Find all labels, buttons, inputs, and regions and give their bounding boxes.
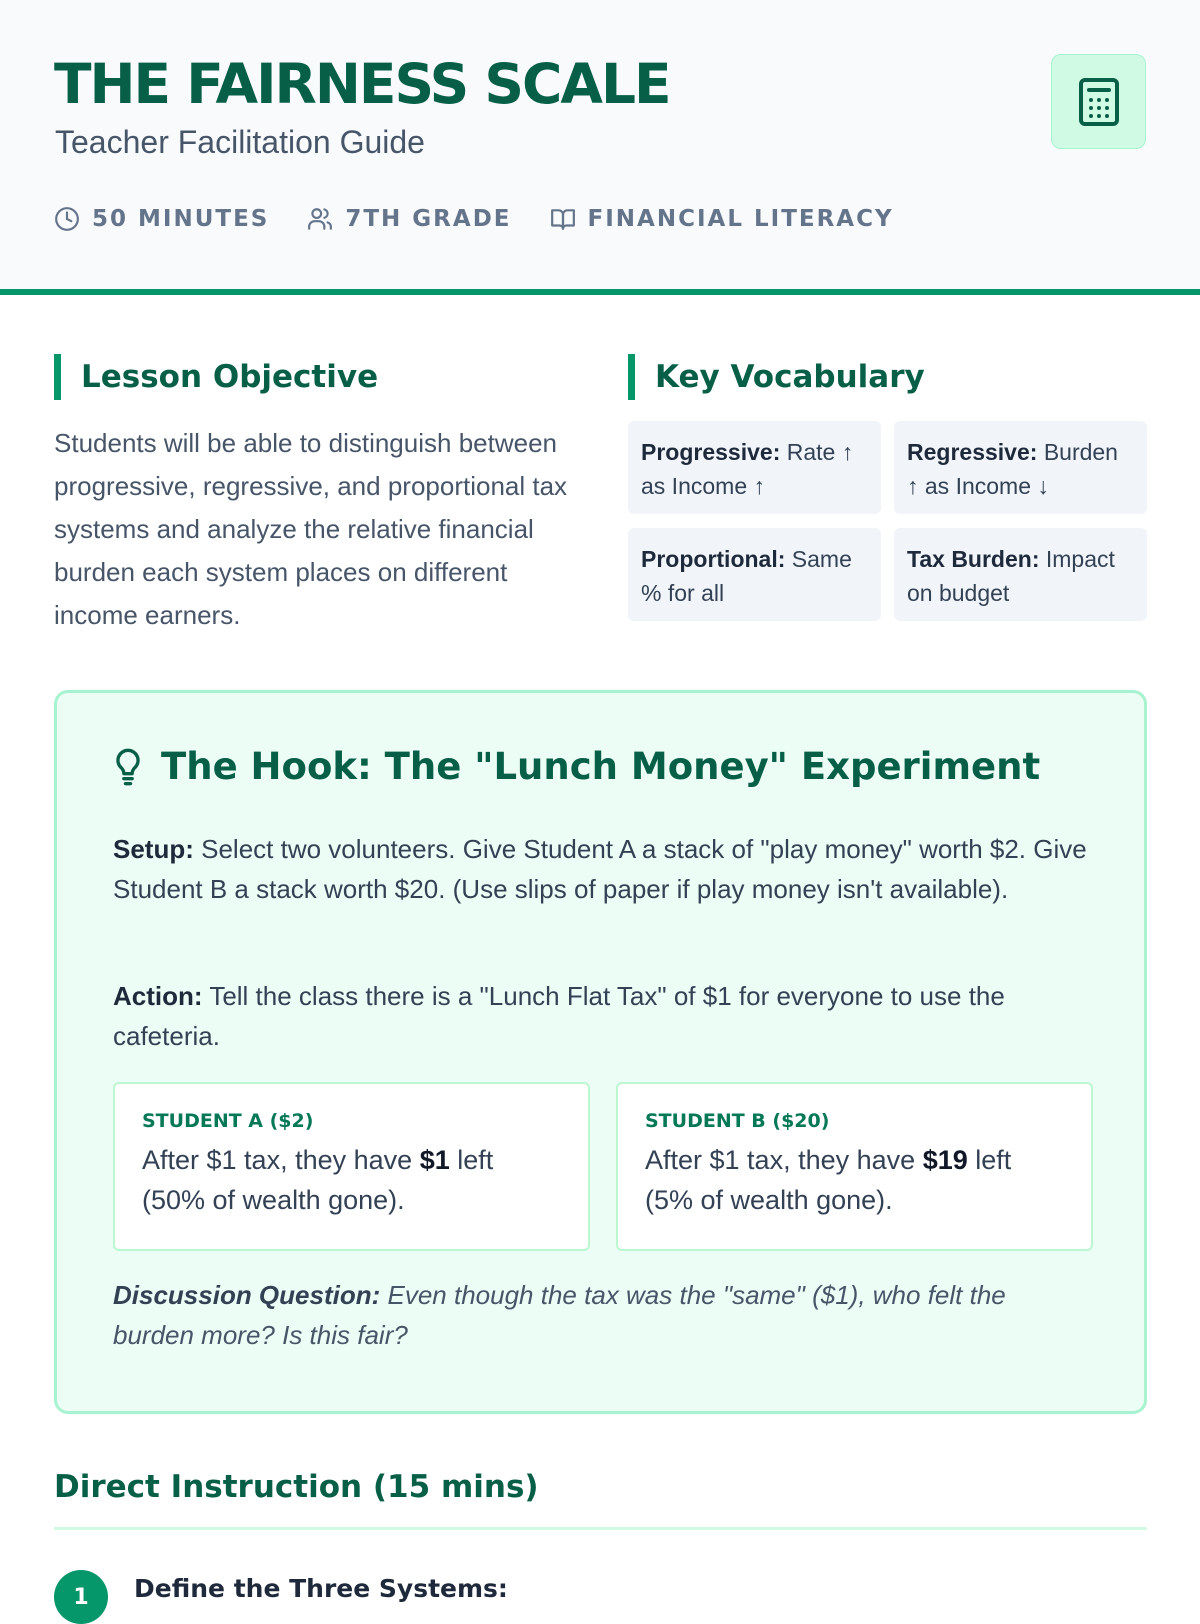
student-a-text-after: left (50% of wealth gone). bbox=[142, 1145, 494, 1215]
step-title: Define the Three Systems: bbox=[134, 1574, 508, 1603]
hook-action bbox=[113, 976, 1093, 1056]
users-icon bbox=[307, 206, 333, 232]
page-title: THE FAIRNESS SCALE bbox=[54, 52, 670, 116]
student-b-label: STUDENT B ($20) bbox=[645, 1110, 830, 1132]
student-b-text-after: left (5% of wealth gone). bbox=[645, 1145, 1012, 1215]
meta-subject bbox=[550, 206, 894, 232]
lesson-meta bbox=[54, 206, 932, 232]
student-a-text bbox=[142, 1140, 562, 1220]
meta-subject-label: FINANCIAL LITERACY bbox=[587, 206, 894, 232]
calculator-badge bbox=[1051, 54, 1146, 149]
vocab-card bbox=[628, 528, 881, 621]
discussion-label: Discussion Question: bbox=[113, 1280, 381, 1310]
vocab-term: Tax Burden: bbox=[907, 546, 1040, 572]
vocab-definition: Rate ↑ as Income ↑ bbox=[641, 439, 854, 499]
section-divider bbox=[54, 1527, 1147, 1530]
step-number-badge: 1 bbox=[54, 1570, 108, 1624]
meta-grade bbox=[307, 206, 511, 232]
lightbulb-icon bbox=[113, 747, 143, 787]
setup-label: Setup: bbox=[113, 834, 194, 864]
vocabulary-heading: Key Vocabulary bbox=[628, 354, 925, 400]
vocab-term: Regressive: bbox=[907, 439, 1038, 465]
student-b-card bbox=[616, 1082, 1093, 1251]
clock-icon bbox=[54, 206, 80, 232]
page-header bbox=[0, 0, 1200, 295]
discussion-text: Even though the tax was the "same" ($1), who felt the burden more? Is this fair? bbox=[113, 1280, 1006, 1350]
meta-grade-label: 7TH GRADE bbox=[345, 206, 512, 232]
student-a-text-before: After $1 tax, they have bbox=[142, 1145, 413, 1175]
meta-duration-label: 50 MINUTES bbox=[92, 206, 270, 232]
vocab-card bbox=[628, 421, 881, 514]
vocabulary-grid bbox=[628, 421, 1147, 621]
hook-setup bbox=[113, 829, 1093, 909]
vocab-definition: Burden ↑ as Income ↓ bbox=[907, 439, 1118, 499]
objective-text: Students will be able to distinguish between progressive, regressive, and proportional tax systems and analyze the relative financial burden each system places on different income earners. bbox=[54, 428, 568, 630]
action-text: Tell the class there is a "Lunch Flat Tax" of $1 for everyone to use the cafeteria. bbox=[113, 981, 1005, 1051]
student-a-amount: $1 bbox=[419, 1145, 450, 1175]
page-subtitle: Teacher Facilitation Guide bbox=[55, 124, 425, 160]
discussion-question bbox=[113, 1275, 1093, 1355]
calculator-icon bbox=[1077, 78, 1121, 126]
hook-title bbox=[113, 745, 1040, 788]
objective-heading: Lesson Objective bbox=[54, 354, 378, 400]
student-b-text bbox=[645, 1140, 1065, 1220]
book-open-icon bbox=[550, 206, 576, 232]
vocab-definition: Impact on budget bbox=[907, 546, 1115, 606]
vocab-card bbox=[894, 528, 1147, 621]
student-a-label: STUDENT A ($2) bbox=[142, 1110, 314, 1132]
student-b-text-before: After $1 tax, they have bbox=[645, 1145, 916, 1175]
hook-panel bbox=[54, 690, 1147, 1414]
student-a-card bbox=[113, 1082, 590, 1251]
vocab-card bbox=[894, 421, 1147, 514]
meta-duration bbox=[54, 206, 269, 232]
hook-title-text: The Hook: The "Lunch Money" Experiment bbox=[161, 745, 1041, 788]
student-b-amount: $19 bbox=[922, 1145, 968, 1175]
vocab-term: Progressive: bbox=[641, 439, 781, 465]
action-label: Action: bbox=[113, 981, 203, 1011]
vocab-term: Proportional: bbox=[641, 546, 786, 572]
direct-instruction-heading: Direct Instruction (15 mins) bbox=[54, 1469, 539, 1505]
vocab-definition: Same % for all bbox=[641, 546, 852, 606]
setup-text: Select two volunteers. Give Student A a stack of "play money" worth $2. Give Student B a stack worth $20. (Use slips of paper if play money isn't available). bbox=[113, 834, 1087, 904]
